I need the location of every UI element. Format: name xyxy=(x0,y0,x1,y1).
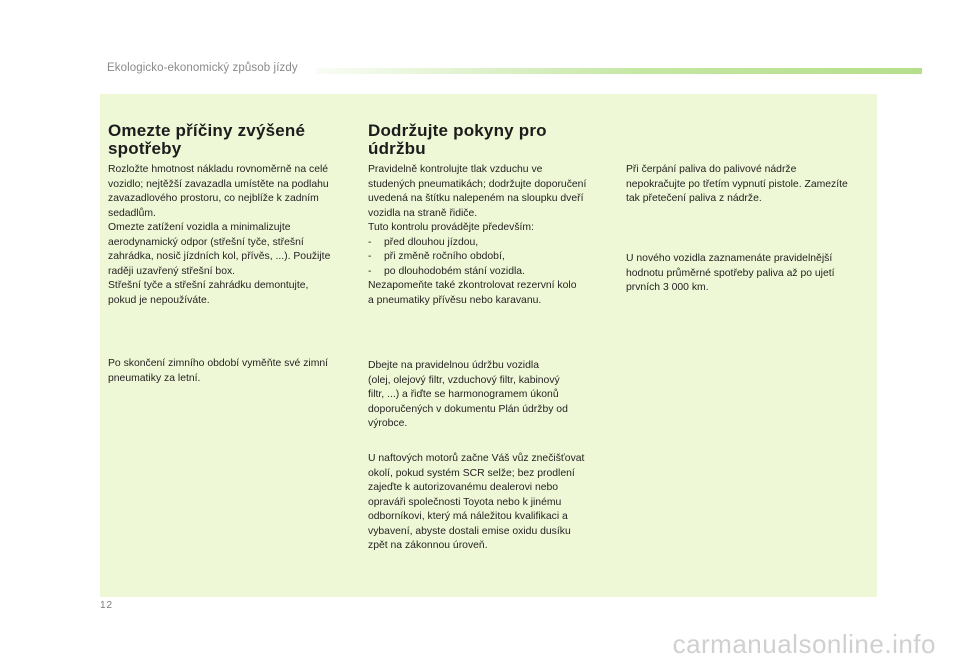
col3-block2: U nového vozidla zaznamenáte pravidelnější hodnotu průměrné spotřeby paliva až po ujetí prvních 3 000 km. xyxy=(626,253,835,293)
heading-reduce-consumption: Omezte příčiny zvýšené spotřeby xyxy=(108,121,306,158)
col1-block1: Rozložte hmotnost nákladu rovnoměrně na celé vozidlo; nejtěžší zavazadla umístěte na podlahu zavazadlového prostoru, co nejblíže k zadním sedadlům. Omezte zatížení vozidla a minimalizujte aerodynamický odpor (střešní tyče, střešní zahrádka, nosič jízdních kol, přívěs, ...). Použijte raději uzavřený střešní box. Střešní tyče a střešní zahrádku demontujte, pokud je nepoužíváte. xyxy=(108,164,331,306)
col2-block1: Pravidelně kontrolujte tlak vzduchu ve studených pneumatikách; dodržujte doporučení uvedená na štítku nalepeném na sloupku dveří vozidla na straně řidiče. Tuto kontrolu provádějte především: - před dlouhou jízdou, - při změně ročního období, - po dlouhodobém stání vozidla. Nezapomeňte také zkontrolovat rezervní kolo a pneumatiky přívěsu nebo karavanu. xyxy=(368,163,618,308)
col3-block1: Při čerpání paliva do palivové nádrže nepokračujte po třetím vypnutí pistole. Zamezíte tak přetečení paliva z nádrže. xyxy=(626,164,848,204)
col2-block2: Dbejte na pravidelnou údržbu vozidla (olej, olejový filtr, vzduchový filtr, kabinový filtr, ...) a řiďte se harmonogramem úkonů doporučených v dokumentu Plán údržby od výrobce. xyxy=(368,360,568,429)
watermark: carmanualsonline.info xyxy=(672,629,936,659)
list-item: - při změně ročního období, xyxy=(368,251,505,262)
list-item: - po dlouhodobém stání vozidla. xyxy=(368,265,525,277)
header-bar xyxy=(316,68,922,74)
col1-block2: Po skončení zimního období vyměňte své zimní pneumatiky za letní. xyxy=(108,358,329,384)
page-number: 12 xyxy=(100,600,114,611)
col2-block3: U naftových motorů začne Váš vůz znečišťovat okolí, pokud systém SCR selže; bez prodlení zajeďte k autorizovanému dealerovi nebo opraváři společnosti Toyota nebo k jinému odborníkovi, který má náležitou kvalifikaci a vybavení, abyste dostali emise oxidu dusíku zpět na zákonnou úroveň. xyxy=(368,453,585,551)
heading-maintenance: Dodržujte pokyny pro údržbu xyxy=(368,121,547,158)
header-title: Ekologicko-ekonomický způsob jízdy xyxy=(107,62,298,74)
list-item: - před dlouhou jízdou, xyxy=(368,236,479,248)
